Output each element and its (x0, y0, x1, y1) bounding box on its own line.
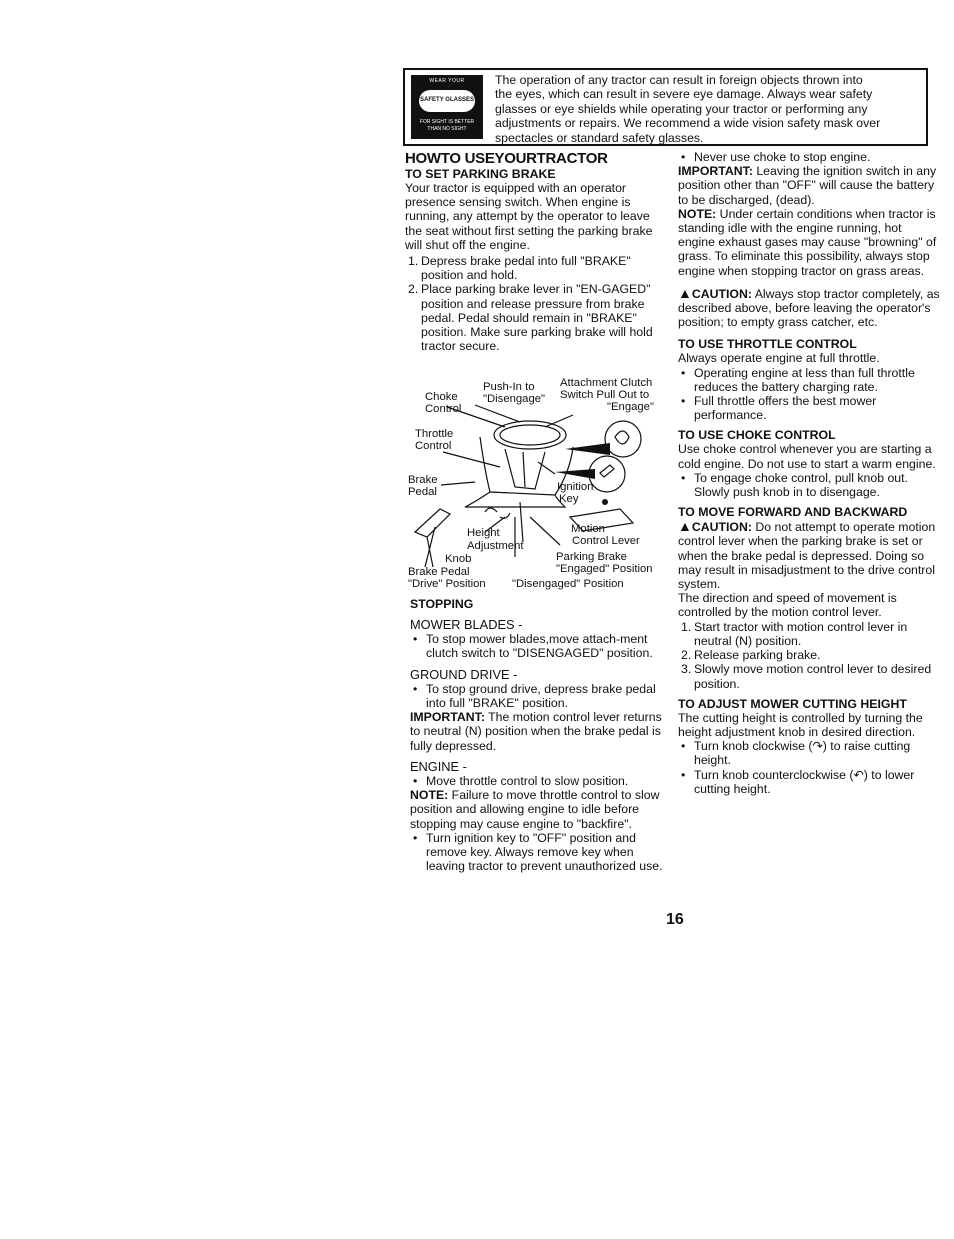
throttle-heading: TO USE THROTTLE CONTROL (678, 337, 857, 352)
note-text: Failure to move throttle control to slow position and allowing engine to idle before stopping may cause engine to "backfire". (410, 788, 660, 831)
stopping-section (410, 597, 664, 873)
label-choke-control: Control (425, 403, 462, 415)
leader-line (530, 517, 560, 545)
leader-line (425, 527, 435, 567)
icon-bottom-text (411, 119, 483, 133)
step-text: Release parking brake. (694, 648, 821, 663)
section-heading: HOWTO USEYOURTRACTOR (405, 150, 608, 167)
engine-note (410, 788, 664, 831)
label-disengage: "Disengage" (483, 393, 546, 405)
throttle-bullet (678, 394, 940, 422)
bullet-text: Turn knob clockwise ( (694, 739, 813, 754)
step-number: 2. (681, 648, 692, 663)
label-motion: Motion (571, 523, 605, 535)
label-key: Key (559, 493, 579, 505)
move-heading: TO MOVE FORWARD AND BACKWARD (678, 505, 908, 520)
bullet-text: ) to lower cutting height. (694, 767, 915, 796)
bullet-text: Turn knob counterclockwise ( (694, 767, 854, 782)
bullet: • (681, 767, 686, 782)
bullet-text: To engage choke control, pull knob out. Slowly push knob in to disengage. (694, 470, 908, 500)
label-engaged-position: "Engaged" Position (556, 563, 653, 575)
safety-glasses-icon (411, 75, 483, 139)
choke-warning-bullet (678, 150, 940, 164)
warning-text (495, 73, 927, 145)
step-text: Slowly move motion control lever to desired position. (694, 662, 932, 691)
ground-drive-label: GROUND DRIVE - (410, 666, 518, 682)
browning-note (678, 207, 940, 278)
stopping-heading: STOPPING (410, 597, 474, 611)
bullet-text: To stop ground drive, depress brake pedal into full "BRAKE" position. (426, 681, 656, 711)
left-column (405, 150, 663, 353)
step-text: Place parking brake lever in "EN-GAGED" position and release pressure from brake pedal. Pedal should remain in "BRAKE" position. Make sure parking brake will hold tractor secure. (421, 282, 653, 354)
leader-line (545, 415, 573, 427)
height-counterclockwise-bullet (678, 768, 940, 796)
caution-icon: ▲ (678, 518, 692, 535)
bullet: • (681, 365, 686, 380)
height-heading: TO ADJUST MOWER CUTTING HEIGHT (678, 696, 907, 711)
move-step (678, 662, 940, 690)
bullet: • (413, 830, 418, 845)
bullet-text: ) to raise cutting height. (694, 739, 911, 768)
move-caution (678, 519, 940, 591)
parking-brake-heading: TO SET PARKING BRAKE (405, 167, 556, 181)
note-text: Under certain conditions when tractor is standing idle with the engine running, hot engine exhaust gases may cause "browning" of grass. To eliminate this possibility, always stop engine when stopping tractor on grass areas. (678, 206, 937, 278)
label-throttle-control: Control (415, 440, 452, 452)
ignition-bullet (410, 831, 664, 874)
goggles-shape (419, 90, 475, 112)
bullet: • (681, 739, 686, 754)
counterclockwise-arrow-icon: ↶ (853, 767, 864, 782)
caution-icon: ▲ (678, 284, 692, 301)
icon-bottom-line-2: THAN NO SIGHT (427, 126, 467, 132)
label-pedal: Pedal (408, 486, 437, 498)
label-push-in: Push-In to (483, 381, 535, 393)
label-brake-pedal: Brake Pedal (408, 566, 470, 578)
label-adjustment: Adjustment (467, 540, 524, 552)
icon-bottom-line-1: FOR SIGHT IS BETTER (419, 119, 475, 125)
caution-text: Always stop tractor completely, as described above, before leaving the operator's position; to empty grass catcher, etc. (678, 286, 940, 330)
brake-pedal-shape (415, 509, 450, 537)
bullet: • (681, 470, 686, 485)
label-engage: "Engage" (607, 401, 654, 413)
label-brake: Brake (408, 474, 438, 486)
mower-blades-label: MOWER BLADES - (410, 617, 523, 632)
step-number: 2. (408, 282, 419, 297)
parking-step (405, 254, 663, 282)
steering-wheel-inner (500, 425, 560, 445)
leader-line (443, 452, 500, 467)
label-height: Height (467, 527, 500, 539)
important-text: Leaving the ignition switch in any position other than "OFF" will cause the battery to be discharged, (dead). (678, 164, 937, 207)
parking-step (405, 282, 663, 353)
bullet-text: Move throttle control to slow position. (426, 774, 629, 789)
caution-label: CAUTION: (691, 520, 752, 535)
safety-warning-box (403, 68, 928, 146)
bullet: • (413, 774, 418, 789)
throttle-bullet (678, 366, 940, 394)
step-number: 3. (681, 662, 692, 677)
bullet-text: Never use choke to stop engine. (694, 150, 871, 164)
bullet-text: Operating engine at less than full throttle reduces the battery charging rate. (694, 365, 915, 394)
height-intro: The cutting height is controlled by turning the height adjustment knob in desired direction. (678, 710, 923, 739)
label-ignition: Ignition (557, 481, 594, 493)
controls-diagram (405, 377, 665, 595)
step-text: Depress brake pedal into full "BRAKE" position and hold. (421, 254, 631, 283)
throttle-intro: Always operate engine at full throttle. (678, 351, 880, 366)
icon-goggle-text: SAFETY GLASSES (420, 97, 474, 103)
engine-bullet (410, 774, 664, 788)
choke-intro: Use choke control whenever you are starting a cold engine. Do not use to start a warm engine. (678, 442, 936, 471)
choke-heading: TO USE CHOKE CONTROL (678, 428, 836, 443)
important-text: The motion control lever returns to neutral (N) position when the brake pedal is fully depressed. (410, 710, 662, 753)
label-disengaged-position: "Disengaged" Position (512, 578, 624, 590)
zoom-circle-choke (605, 421, 641, 457)
note-label: NOTE: (410, 788, 449, 803)
bullet-text: To stop mower blades,move attach-ment clutch switch to "DISENGAGED" position. (426, 632, 653, 661)
choke-bullet (678, 471, 940, 499)
label-attachment-clutch: Attachment Clutch (560, 377, 653, 389)
important-label: IMPORTANT: (410, 710, 485, 725)
warning-line: the eyes, which can result in severe eye damage. Always wear safety (495, 87, 873, 102)
height-clockwise-bullet (678, 739, 940, 767)
zoom-cone-ignition (555, 469, 595, 479)
label-drive-position: "Drive" Position (408, 578, 486, 590)
bullet-text: Turn ignition key to "OFF" position and remove key. Always remove key when leaving tractor to prevent unauthorized use. (426, 830, 663, 874)
bullet: • (413, 681, 418, 696)
caution-stop-tractor (678, 286, 940, 330)
bullet: • (681, 394, 686, 409)
label-switch-pull-out: Switch Pull Out to (560, 389, 650, 401)
important-note (410, 710, 664, 753)
label-knob: Knob (445, 553, 472, 565)
leader-line (441, 482, 475, 485)
warning-line: glasses or eye shields while operating your tractor or performing any (495, 101, 868, 116)
caution-text: Do not attempt to operate motion control lever when the parking brake is set or when the brake pedal is depressed. Doing so may result in misadjustment to the drive control system. (678, 520, 936, 592)
label-throttle: Throttle (415, 428, 454, 440)
label-control-lever: Control Lever (572, 535, 640, 547)
bullet: • (413, 632, 418, 647)
move-text: The direction and speed of movement is controlled by the motion control lever. (678, 591, 897, 620)
caution-label: CAUTION: (691, 286, 752, 301)
warning-line: The operation of any tractor can result in foreign objects thrown into (495, 73, 863, 87)
step-number: 1. (408, 254, 419, 269)
warning-line: spectacles or standard safety glasses. (495, 130, 704, 145)
parking-brake-intro: Your tractor is equipped with an operator presence sensing switch. When engine is running, any attempt by the operator to leave the seat without first setting the parking brake will shut off the engine. (405, 181, 653, 252)
move-step (678, 620, 940, 648)
bullet-text: Full throttle offers the best mower performance. (694, 394, 877, 423)
step-number: 1. (681, 619, 692, 634)
warning-line: adjustments or repairs. We recommend a wide vision safety mask over (495, 116, 881, 131)
right-column (678, 150, 940, 796)
bullet: • (681, 150, 686, 164)
clockwise-arrow-icon: ↷ (812, 739, 823, 754)
ground-drive-bullet (410, 682, 664, 710)
important-label: IMPORTANT: (678, 164, 753, 179)
step-text: Start tractor with motion control lever in neutral (N) position. (694, 619, 908, 648)
ignition-key-dot (602, 499, 608, 505)
important-ignition-note (678, 164, 940, 207)
move-step (678, 648, 940, 662)
mower-blades-bullet (410, 632, 664, 660)
label-parking-brake: Parking Brake (556, 551, 627, 563)
icon-top-text: WEAR YOUR (429, 78, 465, 84)
label-choke: Choke (425, 391, 458, 403)
engine-label: ENGINE - (410, 758, 467, 774)
page-number: 16 (666, 911, 684, 928)
note-label: NOTE: (678, 206, 717, 221)
